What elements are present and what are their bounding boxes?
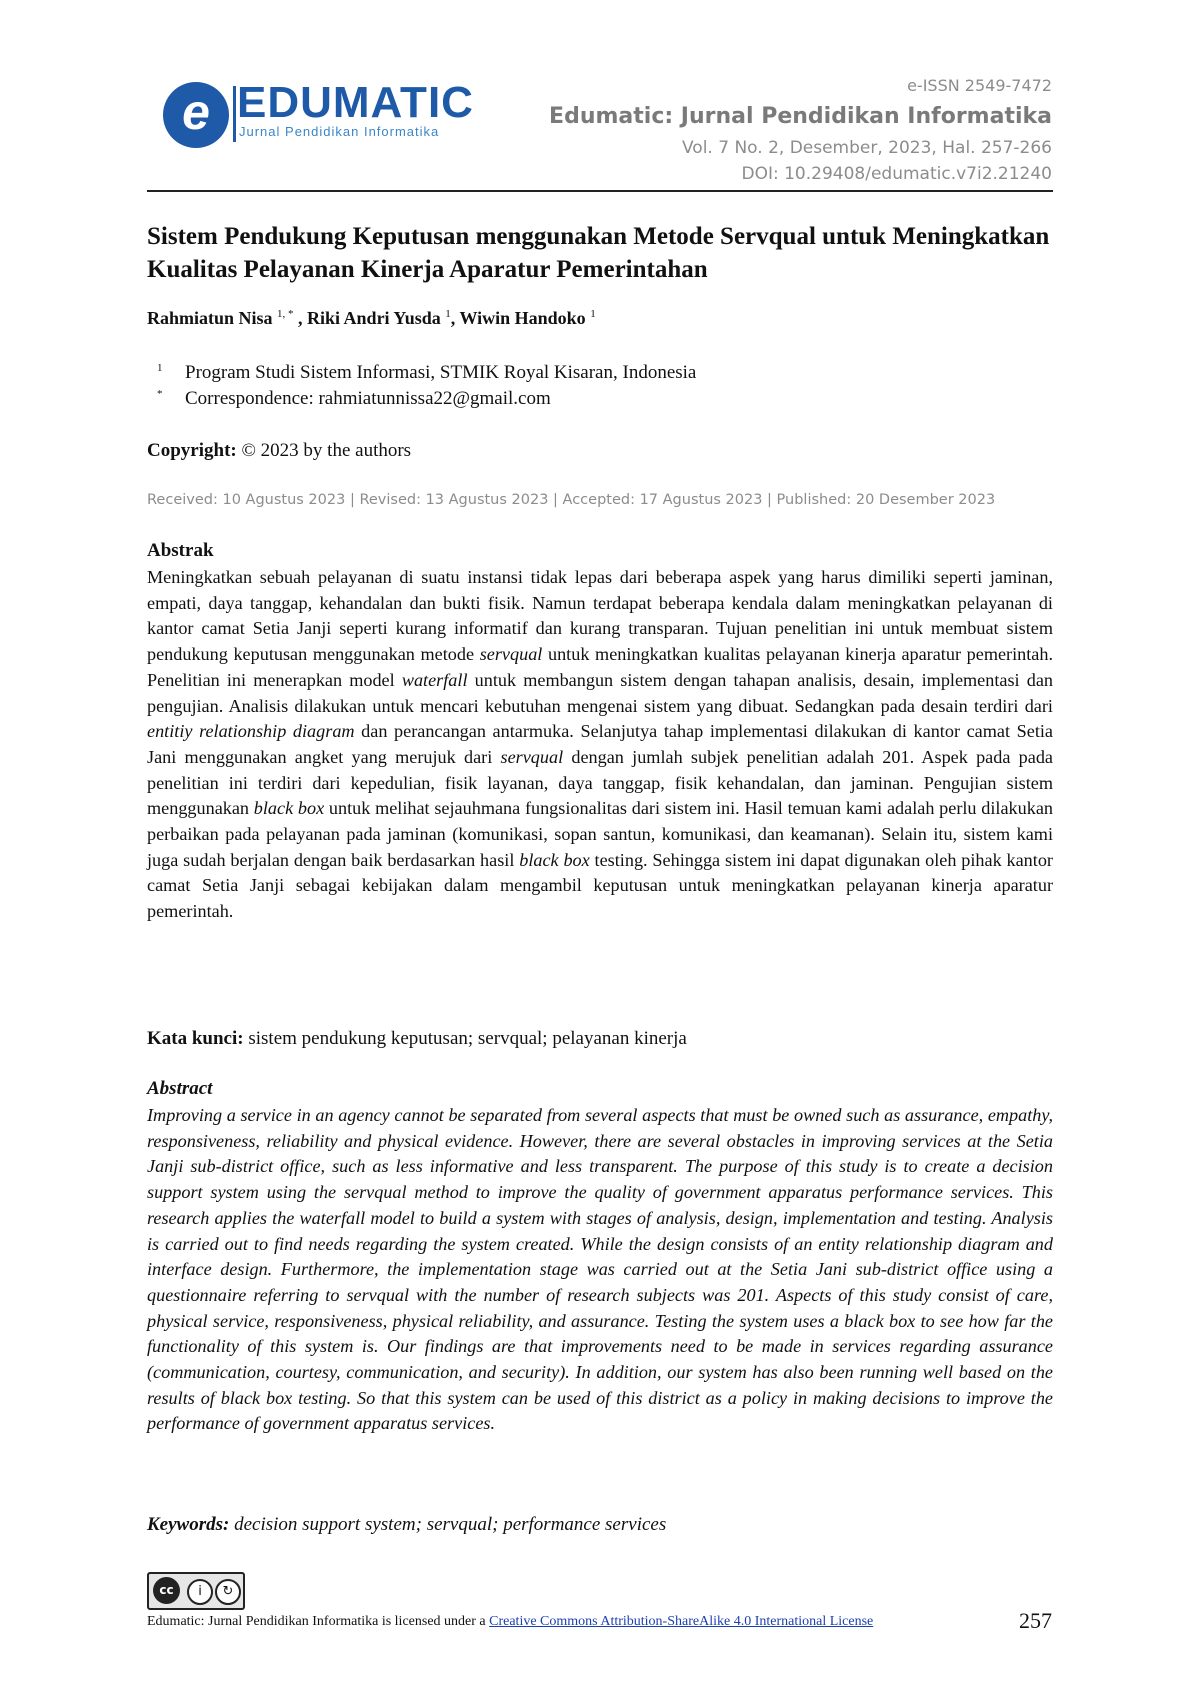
abstrak-text: Meningkatkan sebuah pelayanan di suatu instansi tidak lepas dari beberapa aspek yang harus dimiliki seperti jaminan, empati, daya tanggap, kehandalan dan bukti fisik. Namun terdapat beberapa kendala dalam meningkatkan pelayanan di kantor camat Setia Janji seperti kurang informatif dan kurang transparan. Tujuan penelitian ini untuk membuat sistem pendukung keputusan menggunakan metode bbox=[147, 567, 1053, 665]
correspondence-mark: * bbox=[157, 388, 163, 400]
copyright bbox=[147, 440, 411, 462]
kata-kunci bbox=[147, 1028, 687, 1050]
abstrak-italic-term: entitiy relationship diagram bbox=[147, 721, 355, 742]
affiliation-text: Program Studi Sistem Informasi, STMIK Royal Kisaran, Indonesia bbox=[185, 362, 697, 383]
volume-info: Vol. 7 No. 2, Desember, 2023, Hal. 257-266 bbox=[681, 138, 1052, 158]
header-rule bbox=[147, 190, 1053, 192]
journal-name: Edumatic: Jurnal Pendidikan Informatika bbox=[549, 104, 1052, 129]
affiliation bbox=[157, 362, 696, 384]
affiliation-mark: 1 bbox=[157, 362, 163, 374]
abstrak-italic-term: waterfall bbox=[401, 669, 468, 690]
abstrak-italic-term: servqual bbox=[500, 746, 564, 767]
sharealike-icon: ↻ bbox=[215, 1579, 241, 1605]
kata-kunci-text: sistem pendukung keputusan; servqual; pelayanan kinerja bbox=[243, 1028, 687, 1049]
abstrak-italic-term: servqual bbox=[479, 644, 543, 665]
author-name: Rahmiatun Nisa bbox=[147, 308, 273, 328]
license-link[interactable]: Creative Commons Attribution-ShareAlike 4.0 International License bbox=[489, 1614, 874, 1629]
abstrak-text: untuk meningkatkan kualitas pelayanan kinerja aparatur pemerintah. Penelitian ini menerapkan model bbox=[147, 644, 1054, 690]
logo-divider bbox=[233, 86, 236, 142]
author-list bbox=[147, 308, 596, 329]
author-mark: 1 bbox=[590, 308, 596, 320]
abstrak-text: dan perancangan antarmuka. Selanjutya tahap implementasi dilakukan di kantor camat Setia Jani menggunakan angket yang merujuk dari bbox=[147, 721, 1054, 767]
keywords bbox=[147, 1514, 666, 1536]
abstrak-text: untuk membangun sistem dengan tahapan analisis, desain, implementasi dan pengujian. Analisis dilakukan untuk mencari kebutuhan mengenai sistem yang dibuat. Sedangkan pada desain terdiri dari bbox=[147, 669, 1054, 716]
copyright-text: © 2023 by the authors bbox=[236, 440, 412, 461]
logo-e-icon: e bbox=[182, 84, 210, 140]
cc-license-badge[interactable] bbox=[147, 1572, 245, 1610]
logo-subtitle: Jurnal Pendidikan Informatika bbox=[239, 124, 440, 139]
kata-kunci-label: Kata kunci: bbox=[147, 1028, 244, 1049]
issn: e-ISSN 2549-7472 bbox=[907, 76, 1052, 95]
article-dates: Received: 10 Agustus 2023 | Revised: 13 Agustus 2023 | Accepted: 17 Agustus 2023 | Published: 20 Desember 2023 bbox=[147, 492, 996, 508]
author-name: Riki Andri Yusda bbox=[307, 308, 441, 328]
page-number: 257 bbox=[1019, 1608, 1052, 1633]
abstrak-heading: Abstrak bbox=[147, 540, 214, 561]
doi: DOI: 10.29408/edumatic.v7i2.21240 bbox=[741, 164, 1052, 184]
license-text: Edumatic: Jurnal Pendidikan Informatika is licensed under a bbox=[147, 1614, 490, 1629]
abstrak-italic-term: black box bbox=[253, 798, 325, 819]
copyright-label: Copyright: bbox=[147, 440, 237, 461]
cc-icon: cc bbox=[153, 1577, 180, 1604]
author-name: Wiwin Handoko bbox=[459, 308, 586, 328]
abstrak-body bbox=[147, 565, 1053, 925]
abstrak-text: untuk melihat sejauhmana fungsionalitas dari sistem ini. Hasil temuan kami adalah perlu dilakukan perbaikan pada pelayanan pada jaminan (komunikasi, sopan santun, komunikasi, dan keamanan). Selain itu, sistem kami juga sudah berjalan dengan baik berdasarkan hasil bbox=[147, 798, 1053, 870]
author-mark: 1 bbox=[445, 308, 451, 320]
logo-name: EDUMATIC bbox=[237, 78, 474, 127]
abstract-heading: Abstract bbox=[147, 1078, 213, 1099]
abstrak-text: testing. Sehingga sistem ini dapat digunakan oleh pihak kantor camat Setia Janji sebagai kebijakan dalam mengambil keputusan untuk meningkatkan pelayanan kinerja aparatur pemerintah. bbox=[147, 849, 1053, 922]
abstrak-text: dengan jumlah subjek penelitian adalah 201. Aspek pada pada penelitian ini terdiri dari kepedulian, fisik layanan, daya tanggap, fisik kehandalan, dan jaminan. Pengujian sistem menggunakan bbox=[147, 746, 1053, 819]
author-separator: , bbox=[450, 308, 460, 328]
author-separator: , bbox=[293, 308, 308, 328]
abstract-body: Improving a service in an agency cannot be separated from several aspects that must be owned such as assurance, empathy, responsiveness, reliability and physical evidence. However, there are several obstacles in improving services at the Setia Janji sub-district office, such as less informative and less transparent. The purpose of this study is to create a decision support system using the servqual method to improve the quality of government apparatus performance services. This research applies the waterfall model to build a system with stages of analysis, design, implementation and testing. Analysis is carried out to find needs regarding the system created. While the design consists of an entity relationship diagram and interface design. Furthermore, the implementation stage was carried out at the Setia Jani sub-district office using a questionnaire referring to servqual with the number of research subjects was 201. Aspects of this study consist of care, physical service, responsiveness, physical reliability, and assurance. Testing the system uses a black box to see how far the functionality of this system is. Our findings are that improvements need to be made in services regarding assurance (communication, courtesy, communication, and security). In addition, our system has also been running well based on the results of black box testing. So that this system can be used of this district as a policy in making decisions to improve the performance of government apparatus services. bbox=[147, 1105, 1053, 1434]
correspondence bbox=[157, 388, 551, 410]
license-line bbox=[147, 1614, 873, 1630]
keywords-text: decision support system; servqual; performance services bbox=[229, 1514, 667, 1535]
attribution-icon: i bbox=[187, 1579, 213, 1605]
keywords-label: Keywords: bbox=[147, 1514, 230, 1535]
paper-title: Sistem Pendukung Keputusan menggunakan Metode Servqual untuk Meningkatkan Kualitas Pelayanan Kinerja Aparatur Pemerintahan bbox=[147, 223, 1050, 283]
author-mark: 1, * bbox=[277, 308, 294, 320]
correspondence-text: Correspondence: rahmiatunnissa22@gmail.com bbox=[185, 388, 551, 409]
journal-logo bbox=[163, 80, 493, 150]
abstrak-italic-term: black box bbox=[519, 849, 590, 870]
